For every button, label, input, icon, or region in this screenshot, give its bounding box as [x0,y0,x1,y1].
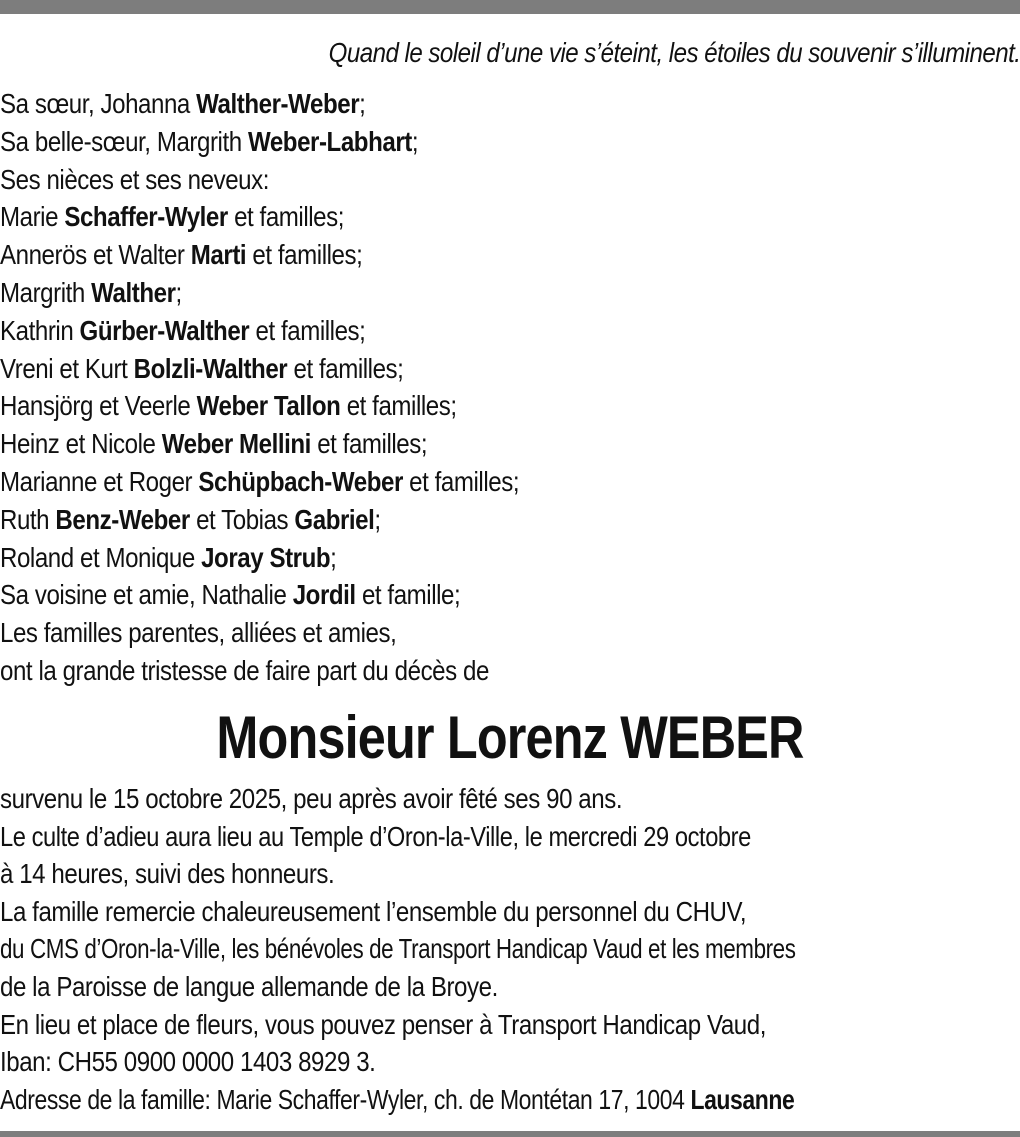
epigraph-quote: Quand le soleil d’une vie s’éteint, les étoiles du souvenir s’illuminent. [328,37,1020,68]
detail-line: La famille remercie chaleureusement l’ensemble du personnel du CHUV, [0,895,747,927]
detail-line: à 14 heures, suivi des honneurs. [0,858,335,890]
family-line: Sa sœur, Johanna Walther-Weber; [0,88,366,119]
obituary-details [0,780,1020,1118]
family-line: Ruth Benz-Weber et Tobias Gabriel; [0,503,381,535]
family-line: ont la grande tristesse de faire part du décès de [0,654,489,686]
family-list [0,85,1020,690]
address-line: Adresse de la famille: Marie Schaffer-Wyler, ch. de Montétan 17, 1004 Lausanne [0,1083,795,1115]
family-line: Ses nièces et ses neveux: [0,163,270,195]
detail-line: survenu le 15 octobre 2025, peu après avoir fêté ses 90 ans. [0,783,623,814]
detail-line: Iban: CH55 0900 0000 1403 8929 3. [0,1046,376,1078]
detail-line: En lieu et place de fleurs, vous pouvez penser à Transport Handicap Vaud, [0,1008,766,1040]
family-line: Marianne et Roger Schüpbach-Weber et familles; [0,465,520,497]
family-line: Hansjörg et Veerle Weber Tallon et familles; [0,390,457,422]
family-line: Vreni et Kurt Bolzli-Walther et familles; [0,352,404,384]
deceased-name: Monsieur Lorenz WEBER [216,704,804,771]
family-line: Heinz et Nicole Weber Mellini et familles; [0,428,428,460]
family-line: Kathrin Gürber-Walther et familles; [0,314,366,346]
family-line: Marie Schaffer-Wyler et familles; [0,201,345,233]
detail-line: de la Paroisse de langue allemande de la Broye. [0,970,498,1002]
family-line: Margrith Walther; [0,276,182,308]
family-line: Annerös et Walter Marti et familles; [0,239,363,271]
bottom-rule [0,1131,1020,1137]
family-line: Sa belle-sœur, Margrith Weber-Labhart; [0,125,419,157]
family-line: Sa voisine et amie, Nathalie Jordil et famille; [0,579,461,611]
detail-line: du CMS d’Oron-la-Ville, les bénévoles de Transport Handicap Vaud et les membres [0,933,796,965]
family-line: Roland et Monique Joray Strub; [0,541,337,573]
family-line: Les familles parentes, alliées et amies, [0,617,397,649]
detail-line: Le culte d’adieu aura lieu au Temple d’Oron-la-Ville, le mercredi 29 octobre [0,820,751,852]
top-rule [0,0,1020,14]
